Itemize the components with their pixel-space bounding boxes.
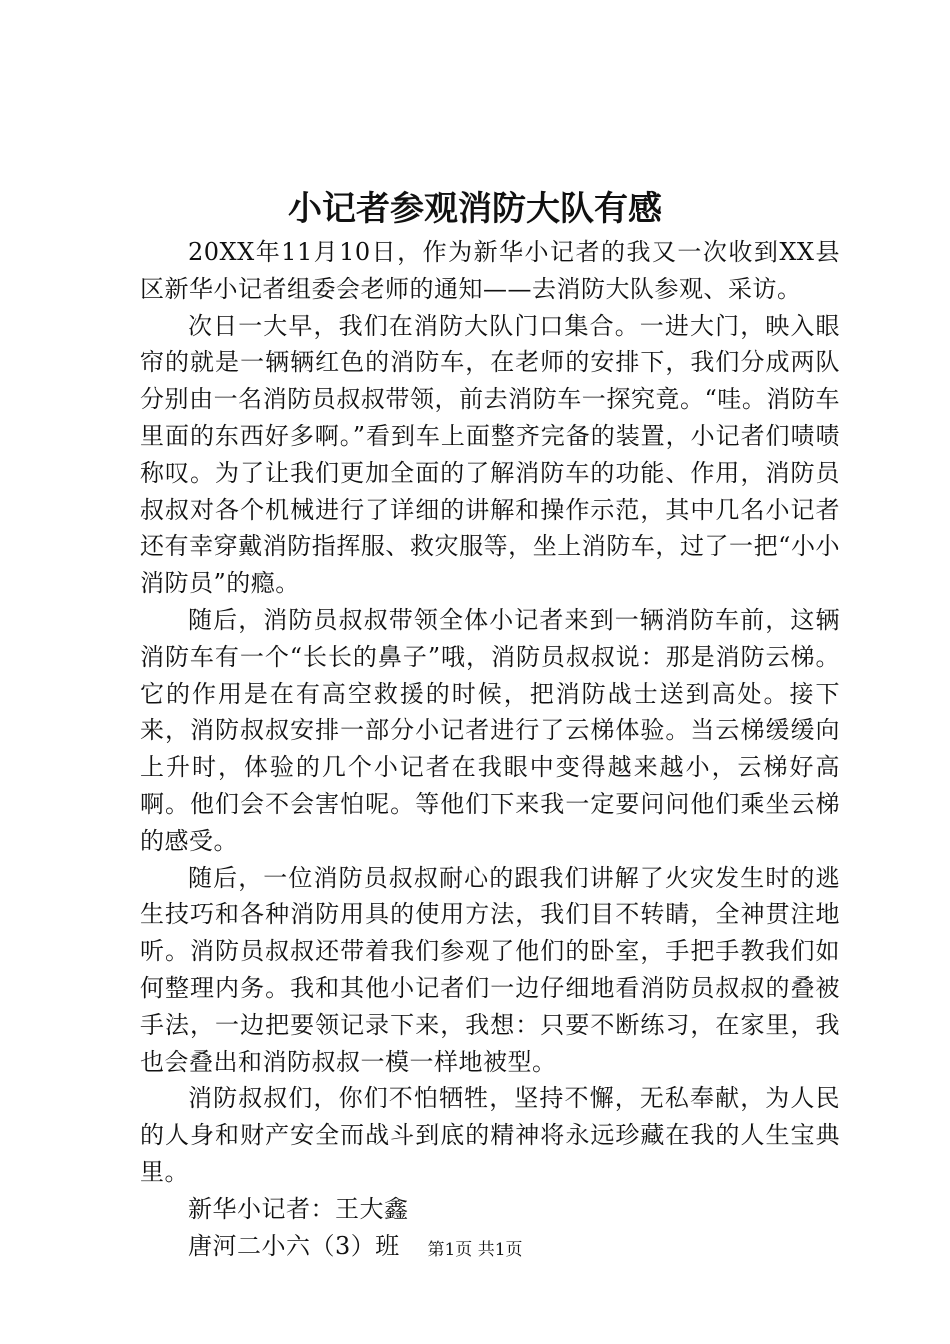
paragraph-1: 20XX年11月10日，作为新华小记者的我又一次收到XX县区新华小记者组委会老师的通知——去消防大队参观、采访。	[140, 238, 840, 303]
paragraph-5: 消防叔叔们，你们不怕牺牲，坚持不懈，无私奉献，为人民的人身和财产安全而战斗到底的精神将永远珍藏在我的人生宝典里。	[140, 1084, 840, 1186]
paragraph-2: 次日一大早，我们在消防大队门口集合。一进大门，映入眼帘的就是一辆辆红色的消防车，在老师的安排下，我们分成两队分别由一名消防员叔叔带领，前去消防车一探究竟。“哇。消防车里面的东西好多啊。”看到车上面整齐完备的装置，小记者们啧啧称叹。为了让我们更加全面的了解消防车的功能、作用，消防员叔叔对各个机械进行了详细的讲解和操作示范，其中几名小记者还有幸穿戴消防指挥服、救灾服等，坐上消防车，过了一把“小小消防员”的瘾。	[140, 311, 840, 598]
paragraph-3: 随后，消防员叔叔带领全体小记者来到一辆消防车前，这辆消防车有一个“长长的鼻子”哦，消防员叔叔说：那是消防云梯。它的作用是在有高空救援的时候，把消防战士送到高处。接下来，消防叔叔安排一部分小记者进行了云梯体验。当云梯缓缓向上升时，体验的几个小记者在我眼中变得越来越小，云梯好高啊。他们会不会害怕呢。等他们下来我一定要问问他们乘坐云梯的感受。	[140, 605, 840, 855]
author-signature: 新华小记者：王大鑫	[188, 1194, 409, 1223]
paragraph-4: 随后，一位消防员叔叔耐心的跟我们讲解了火灾发生时的逃生技巧和各种消防用具的使用方法，我们目不转睛，全神贯注地听。消防员叔叔还带着我们参观了他们的卧室，手把手教我们如何整理内务。我和其他小记者们一边仔细地看消防员叔叔的叠被手法，一边把要领记录下来，我想：只要不断练习，在家里，我也会叠出和消防叔叔一模一样地被型。	[140, 863, 840, 1076]
article-body	[140, 234, 840, 1264]
page-footer: 第1页 共1页	[427, 1240, 523, 1260]
author-class: 唐河二小六（3）班	[188, 1231, 400, 1260]
page-title: 小记者参观消防大队有感	[288, 189, 662, 229]
